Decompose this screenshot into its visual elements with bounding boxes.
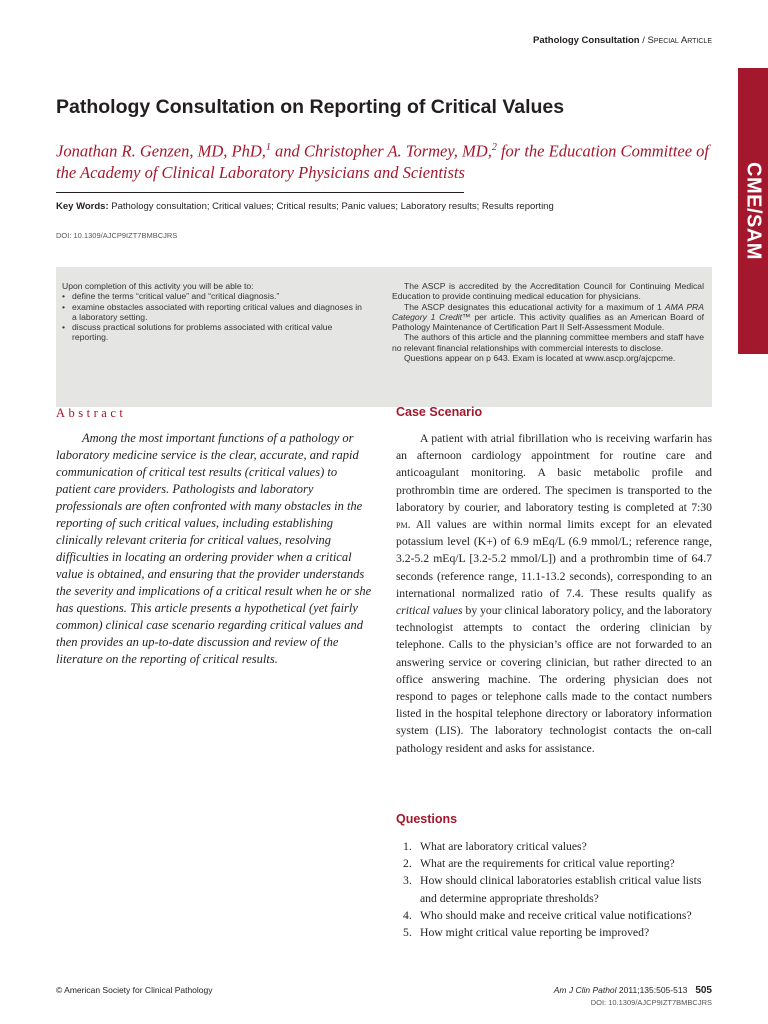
case-text-part-3: by your clinical laboratory policy, and the laboratory technologist attempts to contact the ordering clinician by telephone. Calls to the physician’s office are not forwarded to an answering service or covering clinician, but rather directed to an office answering machine. The ordering physician does not respond to pages or telephone calls made to the contact numbers listed in the hospital telephone directory or laboratory information system (LIS). The laboratory technologist contacts the on-call pathology resident and asks for assistance. xyxy=(396,604,713,755)
journal-name: Am J Clin Pathol xyxy=(553,985,617,995)
accreditation-statement xyxy=(392,281,704,363)
disclosure-statement: The authors of this article and the planning committee members and staff have no relevant financial relationships with commercial interests to disclose. xyxy=(392,332,704,353)
article-type: Special Article xyxy=(647,35,712,46)
question-number: 5. xyxy=(403,926,412,940)
running-header xyxy=(533,35,712,46)
time-suffix: pm xyxy=(396,518,408,532)
case-scenario-heading: Case Scenario xyxy=(396,405,483,419)
cme-info-box xyxy=(56,267,712,407)
article-title: Pathology Consultation on Reporting of Critical Values xyxy=(56,96,565,118)
question-item xyxy=(403,907,715,924)
page-number: 505 xyxy=(695,985,712,996)
critical-values-term: critical values xyxy=(396,604,463,618)
question-text: What are laboratory critical values? xyxy=(420,840,587,853)
credit-text-a: The ASCP designates this educational activity for a maximum of 1 xyxy=(404,301,665,312)
footer-doi: DOI: 10.1309/AJCP9IZT7BMBCJRS xyxy=(590,998,712,1007)
abstract-heading: Abstract xyxy=(56,406,127,420)
credit-designation xyxy=(392,302,704,333)
author-2: and Christopher A. Tormey, MD, xyxy=(270,141,492,161)
questions-list xyxy=(403,838,715,941)
cme-sam-label: CME/SAM xyxy=(742,162,765,260)
affiliation-2-marker: 2 xyxy=(491,142,497,153)
objective-item: • examine obstacles associated with reporting critical values and diagnoses in a laboratory setting. xyxy=(62,302,362,323)
citation-footer xyxy=(554,985,712,1007)
keywords-text: Pathology consultation; Critical values; Critical results; Panic values; Laboratory results; Results reporting xyxy=(108,201,554,212)
citation-details: 2011;135:505-513 xyxy=(616,985,688,995)
doi: DOI: 10.1309/AJCP9IZT7BMBCJRS xyxy=(56,231,178,240)
author-1: Jonathan R. Genzen, MD, PhD, xyxy=(56,141,266,161)
exam-location: Questions appear on p 643. Exam is located at www.ascp.org/ajcpcme. xyxy=(404,353,676,364)
questions-heading: Questions xyxy=(396,812,458,826)
question-text: How should clinical laboratories establish critical value lists and determine appropriate thresholds? xyxy=(420,874,702,905)
objectives-intro: Upon completion of this activity you will be able to: xyxy=(62,281,254,291)
keywords-label: Key Words: xyxy=(56,201,109,212)
question-text: What are the requirements for critical value reporting? xyxy=(420,857,675,871)
abstract-text: Among the most important functions of a pathology or laboratory medicine service is the clear, accurate, and rapid communication of critical test results (critical values) to patient care providers. Pathologists and laboratory professionals are often confronted with many obstacles in the reporting of such critical values, including establishing clinically relevant criteria for critical values, resolving difficulties in locating an ordering provider when a critical value is obtained, and ensuring that the provider understands the severity and implications of a critical result when he or she has questions. This article presents a hypothetical (yet fairly common) clinical case scenario regarding critical values and then provides an up-to-date discussion and review of the literature on the reporting of critical results. xyxy=(56,431,372,666)
header-rule xyxy=(56,192,464,193)
question-item xyxy=(403,872,715,906)
question-number: 3. xyxy=(403,874,412,888)
credit-text-b: ™ per article. This activity qualifies as an American Board of Pathology Maintenance of Certification Part II Self-Assessment Module. xyxy=(392,311,704,333)
author-list xyxy=(56,137,716,183)
objectives-list xyxy=(62,291,362,342)
question-item xyxy=(403,838,715,855)
credit-name: AMA PRA Category 1 Credit xyxy=(392,301,704,322)
copyright-notice: © American Society for Clinical Pathology xyxy=(56,985,213,995)
case-text-part-2: . All values are within normal limits except for an elevated potassium level (K+) of 6.9 mEq/L (6.9 mmol/L; reference range, 3.2-5.2 mEq/L [3.2-5.2 mmol/L]) and a prothrombin time of 64.7 seconds (reference range, 11.1-13.2 seconds), corresponding to an international normalized ratio of 7.4. These results qualify as xyxy=(396,518,712,600)
question-number: 1. xyxy=(403,840,412,853)
objective-item: • define the terms “critical value” and “critical diagnosis.” xyxy=(62,291,362,301)
header-separator: / xyxy=(639,35,648,46)
question-text: How might critical value reporting be improved? xyxy=(420,926,650,940)
cme-sam-tab xyxy=(738,68,768,354)
question-text: Who should make and receive critical value notifications? xyxy=(420,908,692,922)
question-number: 4. xyxy=(403,908,412,922)
affiliation-1-marker: 1 xyxy=(265,142,271,153)
keywords xyxy=(56,201,554,212)
author-group: for the Education Committee of the Academy of Clinical Laboratory Physicians and Scientists xyxy=(56,141,710,182)
question-number: 2. xyxy=(403,857,412,871)
learning-objectives xyxy=(62,281,362,343)
question-item xyxy=(403,855,715,872)
section-name: Pathology Consultation xyxy=(533,35,640,46)
accreditation-paragraph: The ASCP is accredited by the Accreditation Council for Continuing Medical Education to provide continuing medical education for physicians. xyxy=(392,281,704,302)
objective-item: • discuss practical solutions for problems associated with critical value reporting. xyxy=(62,322,362,343)
case-text-part-1: A patient with atrial fibrillation who is receiving warfarin has an afternoon cardiology appointment for routine care and anticoagulant monitoring. A basic metabolic profile and prothrombin time are ordered. The specimen is transported to the laboratory by courier, and laboratory testing is completed at 7:30 xyxy=(396,432,712,514)
case-scenario-text xyxy=(396,430,712,757)
question-item xyxy=(403,924,715,941)
